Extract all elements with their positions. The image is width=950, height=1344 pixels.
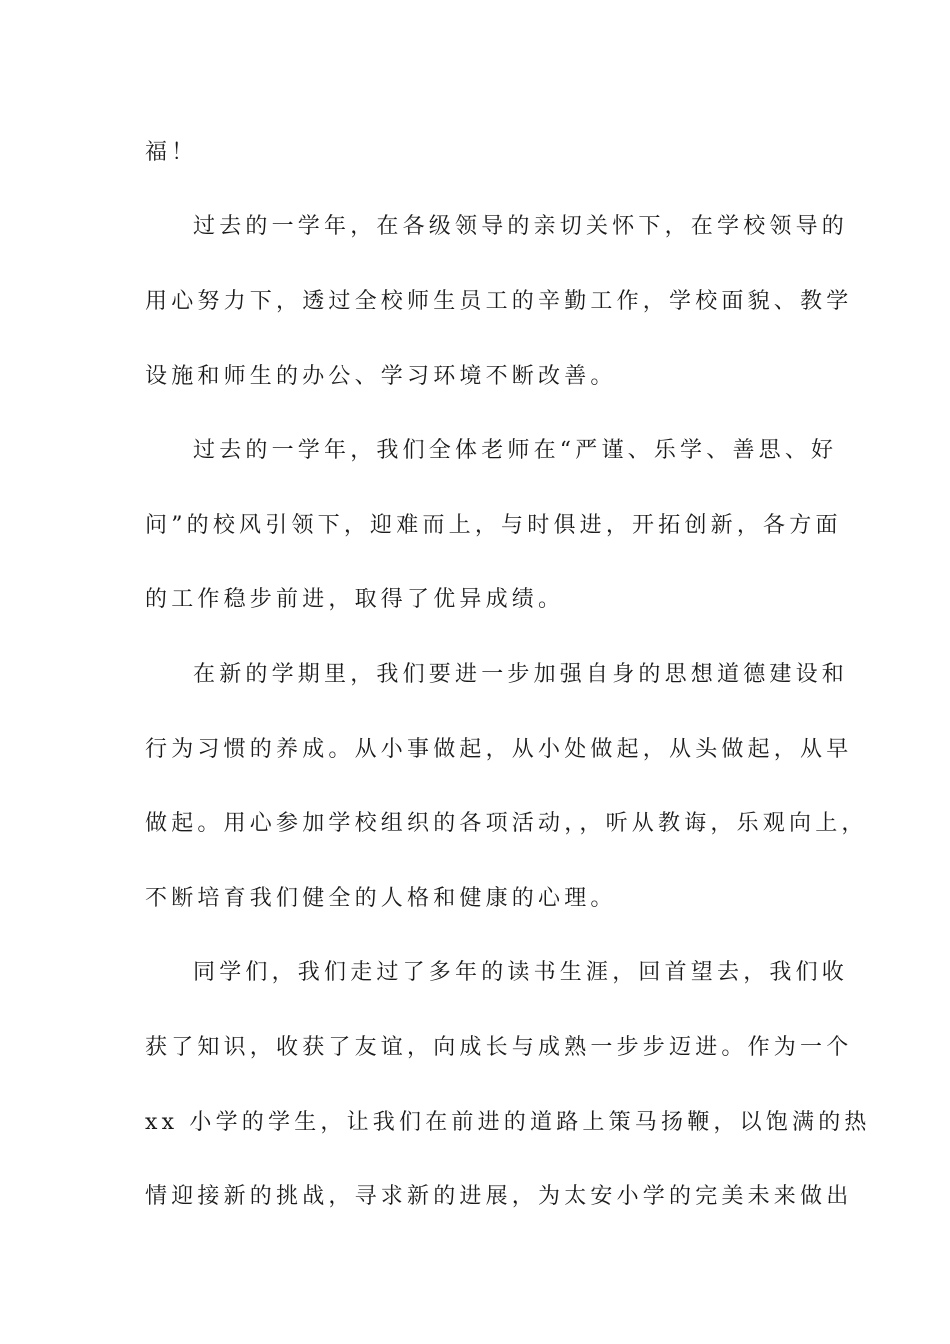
text-line: 行为习惯的养成。从小事做起，从小处做起，从头做起，从早 — [145, 737, 853, 762]
text-line: 获了知识，收获了友谊，向成长与成熟一步步迈进。作为一个 — [145, 1035, 853, 1060]
text-line: 情迎接新的挑战，寻求新的进展，为太安小学的完美未来做出 — [145, 1184, 853, 1209]
text-line: 的工作稳步前进，取得了优异成绩。 — [145, 587, 565, 612]
text-line: 用心努力下，透过全校师生员工的辛勤工作，学校面貌、教学 — [145, 289, 853, 314]
text-line: 不断培育我们健全的人格和健康的心理。 — [145, 886, 617, 911]
text-line: 做起。用心参加学校组织的各项活动，，听从教诲，乐观向上， — [145, 811, 868, 836]
paragraph-first-line: 在新的学期里，我们要进一步加强自身的思想道德建设和 — [193, 662, 849, 687]
text-line: 设施和师生的办公、学习环境不断改善。 — [145, 364, 617, 389]
text-line: xx 小学的学生，让我们在前进的道路上策马扬鞭，以饱满的热 — [145, 1110, 871, 1135]
text-line: 问”的校风引领下，迎难而上，与时俱进，开拓创新，各方面 — [145, 513, 842, 538]
paragraph-first-line: 过去的一学年，我们全体老师在“严谨、乐学、善思、好 — [193, 438, 838, 463]
text-line: 福！ — [145, 140, 198, 165]
paragraph-first-line: 同学们，我们走过了多年的读书生涯，回首望去，我们收 — [193, 960, 849, 985]
paragraph-first-line: 过去的一学年，在各级领导的亲切关怀下，在学校领导的 — [193, 214, 849, 239]
